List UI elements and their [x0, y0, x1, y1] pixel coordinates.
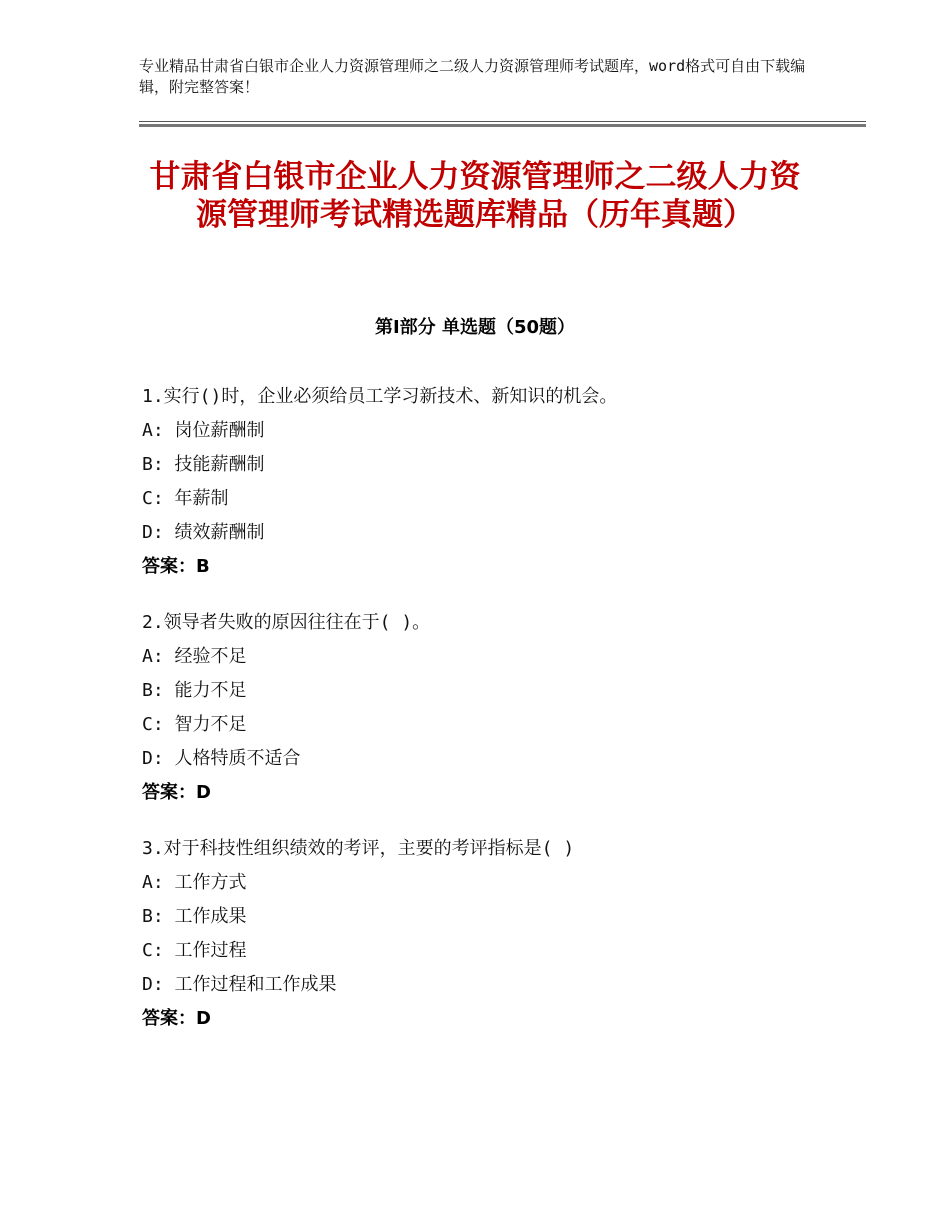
header-divider-thin	[139, 121, 866, 122]
question-stem: 2.领导者失败的原因往往在于( )。	[142, 612, 431, 633]
document-title: 甘肃省白银市企业人力资源管理师之二级人力资源管理师考试精选题库精品（历年真题）	[149, 159, 801, 233]
header-divider-thick	[139, 124, 866, 127]
answer: 答案：D	[142, 1008, 211, 1029]
answer: 答案：D	[142, 782, 211, 803]
question-list	[142, 380, 842, 1058]
question-stem: 1.实行()时，企业必须给员工学习新技术、新知识的机会。	[142, 386, 618, 407]
option-d: D: 绩效薪酬制	[142, 522, 265, 543]
option-b: B: 技能薪酬制	[142, 454, 265, 475]
answer: 答案：B	[142, 556, 210, 577]
option-d: D: 人格特质不适合	[142, 748, 301, 769]
option-a: A: 工作方式	[142, 872, 247, 893]
option-b: B: 工作成果	[142, 906, 247, 927]
section-title: 第Ⅰ部分 单选题（50题）	[374, 317, 575, 338]
question-3	[142, 832, 842, 1036]
option-c: C: 智力不足	[142, 714, 247, 735]
question-2	[142, 606, 842, 810]
option-c: C: 年薪制	[142, 488, 229, 509]
option-a: A: 岗位薪酬制	[142, 420, 265, 441]
option-a: A: 经验不足	[142, 646, 247, 667]
option-b: B: 能力不足	[142, 680, 247, 701]
question-1	[142, 380, 842, 584]
option-c: C: 工作过程	[142, 940, 247, 961]
header-note: 专业精品甘肃省白银市企业人力资源管理师之二级人力资源管理师考试题库，word格式可自由下载编辑，附完整答案！	[139, 57, 806, 96]
question-stem: 3.对于科技性组织绩效的考评，主要的考评指标是( )	[142, 838, 575, 859]
option-d: D: 工作过程和工作成果	[142, 974, 337, 995]
